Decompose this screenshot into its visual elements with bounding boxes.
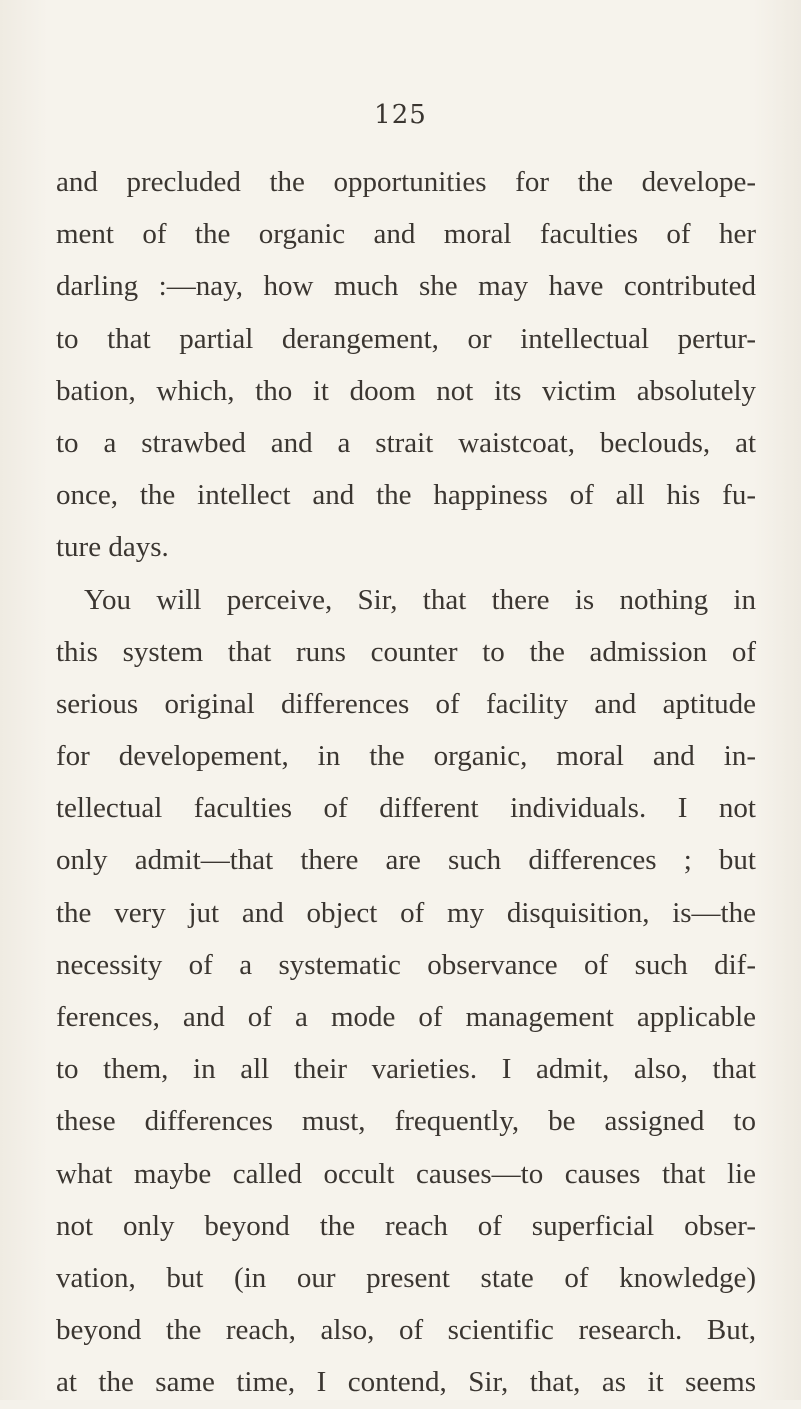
text-line: to that partial derangement, or intellectual pertur- [56,322,756,355]
text-line: darling :—nay, how much she may have contributed [56,270,756,303]
body-text [56,156,756,1409]
page-number: 125 [374,100,427,130]
text-line: to a strawbed and a strait waistcoat, beclouds, at [56,426,756,459]
text-line: this system that runs counter to the admission of [56,635,756,668]
text-line: serious original differences of facility and aptitude [56,687,756,720]
text-line: at the same time, I contend, Sir, that, as it seems [56,1366,756,1399]
text-line: the very jut and object of my disquisition, is—the [56,896,756,929]
text-line: what maybe called occult causes—to causes that lie [56,1157,756,1190]
text-line: only admit—that there are such differences ; but [56,844,756,877]
text-line: bation, which, tho it doom not its victim absolutely [56,374,756,407]
text-line: vation, but (in our present state of knowledge) [56,1261,756,1294]
text-line: You will perceive, Sir, that there is nothing in [84,583,756,616]
text-line: not only beyond the reach of superficial obser- [56,1209,756,1242]
text-line: once, the intellect and the happiness of all his fu- [56,479,756,512]
text-line: ture days. [56,531,169,564]
text-line: necessity of a systematic observance of such dif- [56,948,756,981]
text-line: and precluded the opportunities for the develope- [56,166,756,198]
text-line: for developement, in the organic, moral and in- [56,740,756,773]
text-line: beyond the reach, also, of scientific research. But, [56,1314,756,1347]
text-line: to them, in all their varieties. I admit, also, that [56,1053,756,1086]
text-line: ferences, and of a mode of management applicable [56,1001,756,1033]
text-line: ment of the organic and moral faculties of her [56,218,756,251]
text-line: these differences must, frequently, be assigned to [56,1105,756,1138]
text-line: tellectual faculties of different individuals. I not [56,792,756,825]
